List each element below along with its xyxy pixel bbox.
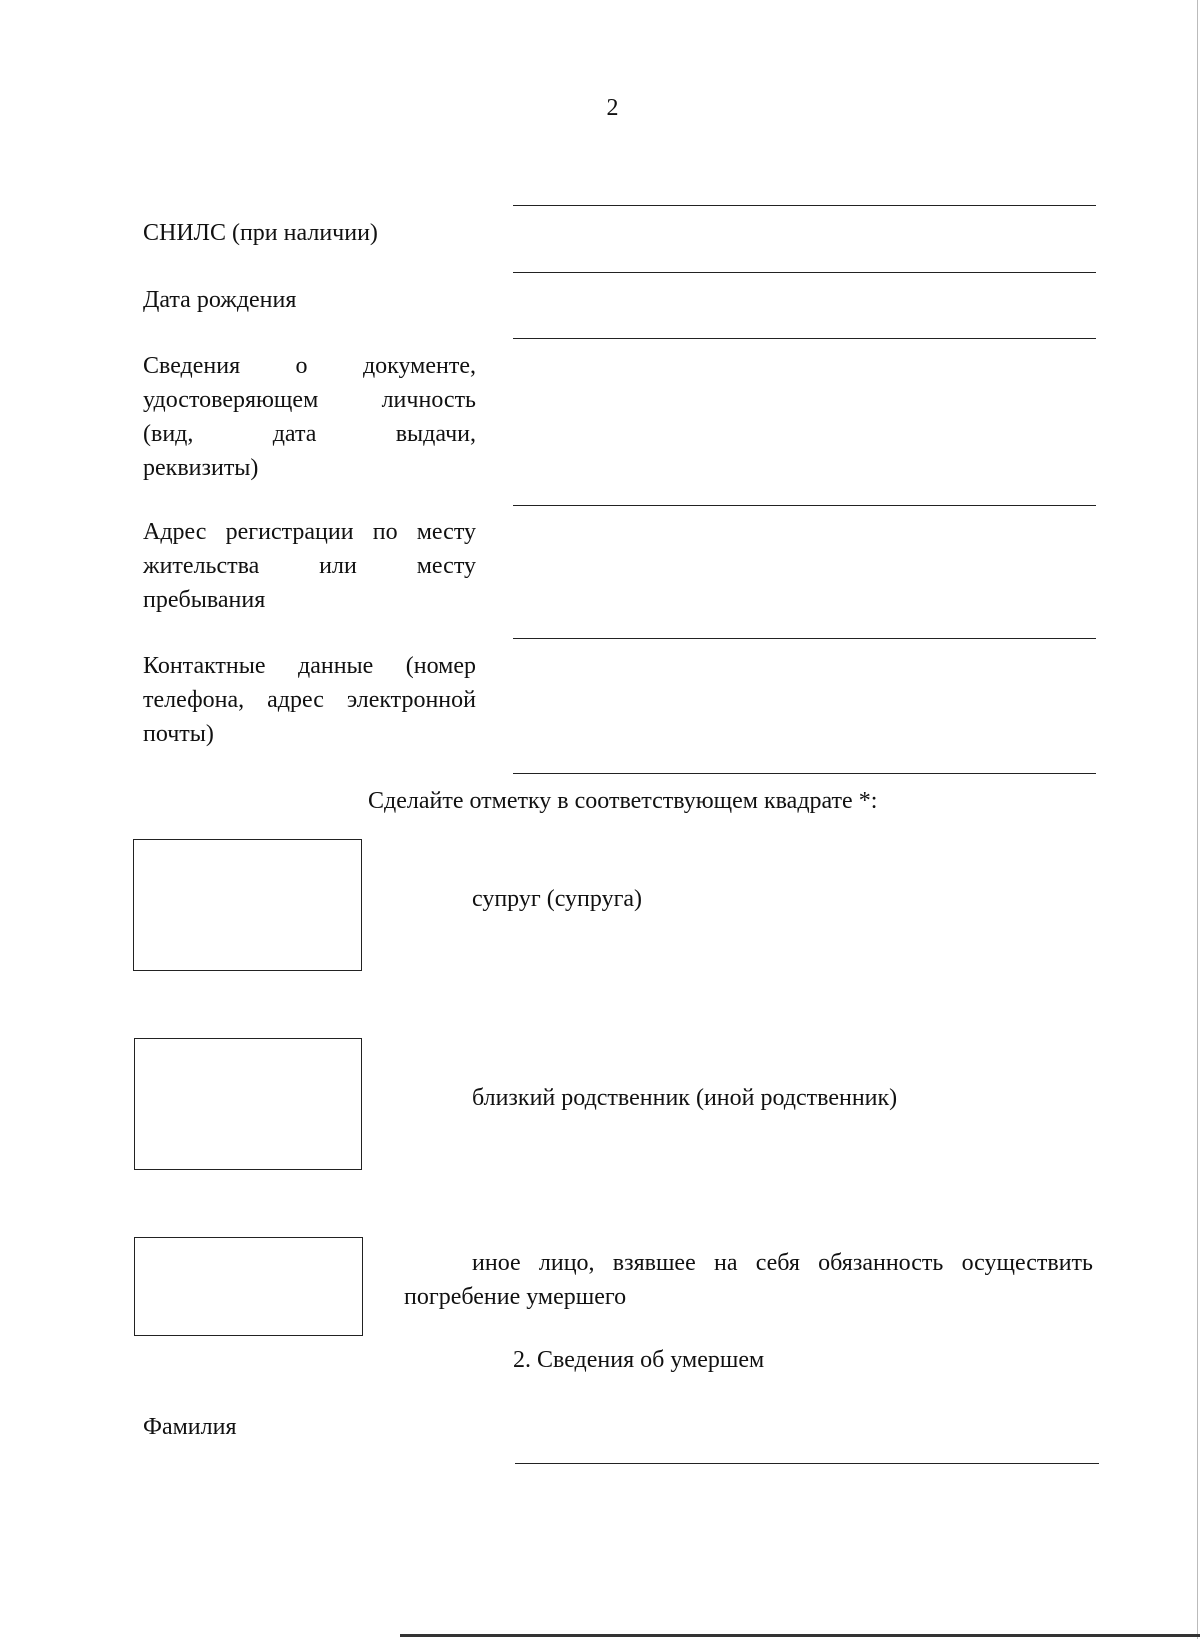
option-label-relative: близкий родственник (иной родственник)	[472, 1085, 898, 1111]
field-label-surname: Фамилия	[143, 1414, 237, 1440]
page-edge-bottom	[400, 1634, 1200, 1637]
field-label-address: Адрес регистрации по месту жительства или месту пребывания	[143, 519, 476, 613]
field-label-contacts: Контактные данные (номер телефона, адрес электронной почты)	[143, 653, 476, 747]
contacts-input-line[interactable]	[513, 638, 1096, 639]
checkbox-other-person[interactable]	[134, 1237, 363, 1336]
field-label-birth-date: Дата рождения	[143, 287, 297, 313]
instruction-text: Сделайте отметку в соответствующем квадрате *:	[368, 788, 878, 814]
page-number: 2	[606, 95, 619, 121]
field-label-snils: СНИЛС (при наличии)	[143, 220, 378, 246]
contacts-input-line-2[interactable]	[513, 773, 1096, 774]
option-label-other-person-line1: иное лицо, взявшее на себя обязанность осуществить	[472, 1250, 1093, 1276]
option-label-other-person	[404, 1246, 1093, 1314]
field-label-id-document: Сведения о документе, удостоверяющем личность (вид, дата выдачи, реквизиты)	[143, 353, 476, 481]
surname-input-line[interactable]	[515, 1463, 1099, 1464]
id-document-input-line[interactable]	[513, 338, 1096, 339]
section-title: 2. Сведения об умершем	[513, 1347, 765, 1373]
snils-input-line[interactable]	[513, 205, 1096, 206]
address-input-line[interactable]	[513, 505, 1096, 506]
checkbox-spouse[interactable]	[133, 839, 362, 971]
page-edge-right	[1197, 0, 1198, 1639]
birth-date-input-line[interactable]	[513, 272, 1096, 273]
checkbox-relative[interactable]	[134, 1038, 362, 1170]
option-label-other-person-line2: погребение умершего	[404, 1284, 627, 1310]
option-label-spouse: супруг (супруга)	[472, 886, 643, 912]
